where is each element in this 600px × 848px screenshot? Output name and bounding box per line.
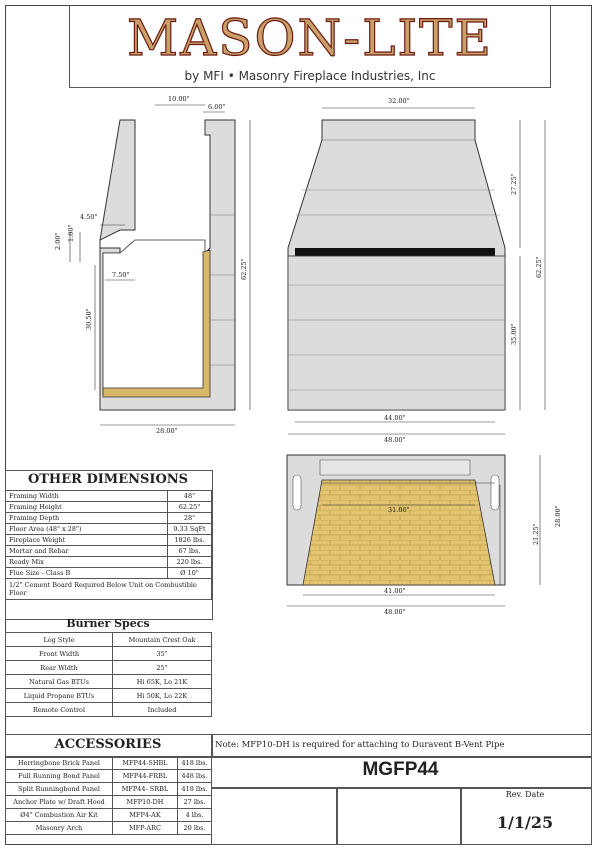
table-cell: Framing Height [6, 502, 168, 513]
table-row [6, 675, 212, 689]
table-row [6, 647, 212, 661]
table-cell: Log Style [6, 633, 113, 647]
vent-pipe-note: Note: MFP10-DH is required for attaching to Duravent B-Vent Pipe [215, 740, 505, 750]
dim-firebox-depth: 21.25" [532, 523, 540, 545]
table-cell: Mortar and Rebar [6, 546, 168, 557]
table-cell: 220 lbs. [168, 557, 212, 568]
table-cell: 448 lbs. [178, 770, 212, 783]
table-cell: Floor Area (48" x 28") [6, 524, 168, 535]
table-row [6, 524, 212, 535]
table-row [6, 557, 212, 568]
dim-firebox-back: 31.00" [388, 506, 410, 514]
table-row [6, 796, 212, 809]
table-row [6, 757, 212, 770]
table-cell: 62.25" [168, 502, 212, 513]
other-dimensions-title: OTHER DIMENSIONS [27, 472, 189, 487]
table-cell: Ø4" Combustion Air Kit [6, 809, 113, 822]
other-dimensions-table [5, 490, 212, 600]
table-row [6, 491, 212, 502]
table-cell: 28" [168, 513, 212, 524]
dim-hearth-depth: 7.50" [112, 271, 130, 279]
dim-shelf-c: 1.00" [67, 224, 75, 242]
model-number: MGFP44 [362, 759, 439, 780]
brand-logo: MASON-LITE [127, 9, 493, 67]
table-cell: 1826 lbs. [168, 535, 212, 546]
table-row [6, 513, 212, 524]
table-cell: Framing Depth [6, 513, 168, 524]
dim-upper-height: 27.25" [510, 173, 518, 195]
dim-shelf-a: 4.50" [80, 213, 98, 221]
dim-plan-overall-depth: 28.00" [554, 505, 562, 527]
cement-board-note: 1/2" Cement Board Required Below Unit on Combustible Floor [6, 579, 212, 600]
title-cell-2 [336, 787, 462, 845]
table-cell: MFP4-AK [113, 809, 178, 822]
table-cell: Fireplace Weight [6, 535, 168, 546]
table-cell: Liquid Propane BTUs [6, 689, 113, 703]
table-cell: Framing Width [6, 491, 168, 502]
side-section-view [54, 95, 250, 435]
dim-chimney-width: 32.00" [388, 97, 410, 105]
dim-top-depth: 6.00" [208, 103, 226, 111]
front-elevation-view [288, 97, 545, 444]
dim-hearth-height: 30.50" [85, 308, 93, 330]
table-row [6, 568, 212, 579]
table-cell: Included [113, 703, 212, 717]
table-cell: Herringbone Brick Panel [6, 757, 113, 770]
dim-side-overall-height: 62.25" [240, 258, 248, 280]
table-cell: 27 lbs. [178, 796, 212, 809]
dim-firebox-front: 41.00" [384, 587, 406, 595]
table-cell: Rear Width [6, 661, 113, 675]
rev-date-label: Rev. Date [505, 790, 545, 799]
dim-plan-overall-width: 48.00" [384, 608, 406, 616]
table-cell: 35" [113, 647, 212, 661]
table-row [6, 546, 212, 557]
table-cell: Anchor Plate w/ Draft Hood [6, 796, 113, 809]
table-cell: Ø 10" [168, 568, 212, 579]
table-row [6, 633, 212, 647]
table-cell: 48" [168, 491, 212, 502]
table-row [6, 661, 212, 675]
table-cell: Hi 65K, Lo 21K [113, 675, 212, 689]
table-cell: 9.33 SqFt [168, 524, 212, 535]
burner-specs-title: Burner Specs [66, 617, 150, 630]
burner-specs-table [5, 632, 212, 717]
table-cell: Full Running Bond Panel [6, 770, 113, 783]
table-row [6, 502, 212, 513]
dim-lower-height: 35.00" [510, 323, 518, 345]
table-cell: MFP44- SRBL [113, 783, 178, 796]
table-cell: Remote Control [6, 703, 113, 717]
accessories-table [5, 756, 212, 835]
table-cell: Flue Size - Class B [6, 568, 168, 579]
table-cell: MFP44-FRBL [113, 770, 178, 783]
table-cell: 67 lbs. [168, 546, 212, 557]
table-cell: MFP10-DH [113, 796, 178, 809]
table-cell: Masonry Arch [6, 822, 113, 835]
rev-date-value: 1/1/25 [496, 813, 554, 832]
title-cell-1 [211, 787, 338, 845]
table-cell: Ready Mix [6, 557, 168, 568]
table-cell: 4 lbs. [178, 809, 212, 822]
table-row [6, 822, 212, 835]
brand-subtitle: by MFI • Masonry Fireplace Industries, Inc [184, 69, 436, 83]
table-cell: 418 lbs. [178, 757, 212, 770]
table-cell: Natural Gas BTUs [6, 675, 113, 689]
table-cell: MFP44-SHBL [113, 757, 178, 770]
table-cell: Front Width [6, 647, 113, 661]
dim-front-overall-height: 62.25" [535, 256, 543, 278]
table-cell: Mountain Crest Oak [113, 633, 212, 647]
table-cell: 20 lbs. [178, 822, 212, 835]
table-cell: 25" [113, 661, 212, 675]
dim-front-overall-width: 48.00" [384, 436, 406, 444]
accessories-title: ACCESSORIES [54, 737, 162, 752]
table-row [6, 535, 212, 546]
table-cell: MFP-ARC [113, 822, 178, 835]
dim-inner-width: 44.00" [384, 414, 406, 422]
dim-top-width: 10.00" [168, 95, 190, 103]
table-cell: Split Runningbond Panel [6, 783, 113, 796]
table-row [6, 809, 212, 822]
table-cell: 418 lbs. [178, 783, 212, 796]
table-row [6, 703, 212, 717]
table-row [6, 689, 212, 703]
table-row [6, 783, 212, 796]
dim-side-overall-depth: 28.00" [156, 427, 178, 435]
table-row [6, 579, 212, 600]
table-row [6, 770, 212, 783]
table-cell: Hi 50K, Lo 22K [113, 689, 212, 703]
plan-view [287, 455, 562, 616]
dim-shelf-b: 2.00" [54, 232, 62, 250]
